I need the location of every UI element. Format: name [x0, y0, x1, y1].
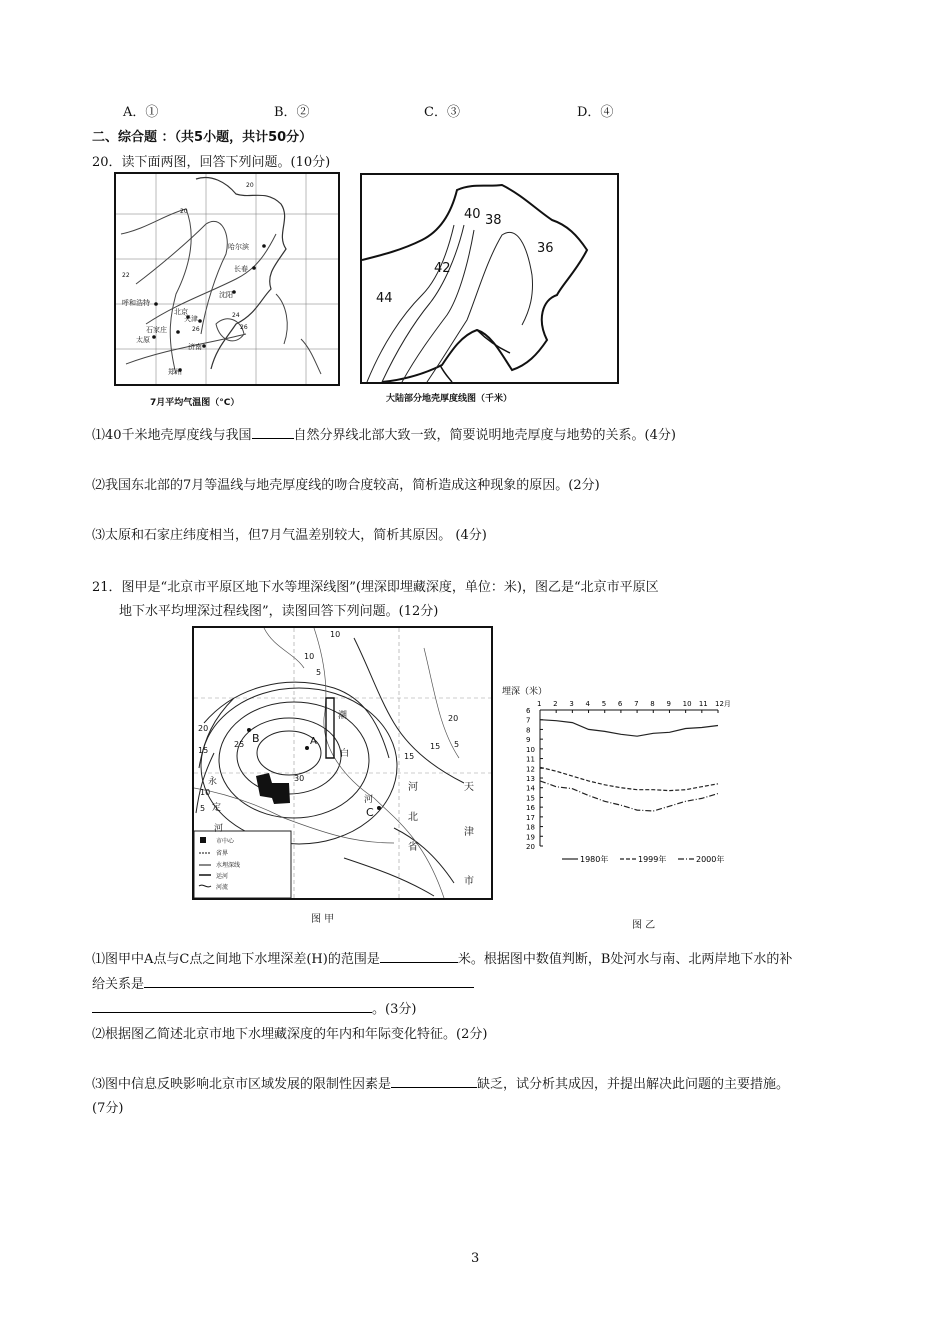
q21-part1-line3: 。(3分) — [92, 998, 416, 1017]
depth-label: 5 — [454, 740, 460, 749]
option-a: A．① — [123, 105, 159, 120]
city-hohhot: 呼和浩特 — [122, 299, 150, 307]
y-tick-label: 20 — [526, 843, 535, 851]
x-tick-label: 4 — [585, 700, 591, 708]
chart-axes — [502, 685, 731, 851]
city-jinan: 济南 — [188, 343, 202, 351]
q21-part1-line2: 给关系是 — [92, 973, 474, 992]
page-number: 3 — [471, 1251, 480, 1266]
x-tick-label: 10 — [682, 700, 692, 708]
q20-stem: 20．读下面两图，回答下列问题。(10分) — [92, 155, 331, 170]
answer-blank[interactable] — [92, 1000, 372, 1013]
place-label: 潮 — [338, 711, 348, 721]
isotherm-label: 24 — [232, 312, 240, 319]
place-label: 市 — [464, 876, 474, 887]
fig-b-caption: 图 乙 — [632, 920, 656, 931]
isotherm-label: 20 — [180, 208, 188, 215]
q21-part1-line1: ⑴图甲中A点与C点之间地下水埋深差(H)的范围是 米。根据图中数值判断，B处河水与南、北两岸地下水的补 — [92, 952, 793, 967]
groundwater-depth-map — [192, 626, 493, 900]
answer-blank[interactable] — [144, 975, 474, 988]
isotherm-label: 20 — [246, 182, 254, 189]
depth-label: 5 — [200, 804, 206, 813]
city-taiyuan: 太原 — [136, 336, 150, 344]
chart-legend — [562, 854, 724, 864]
point-c-label: C — [366, 806, 374, 819]
crust-label-40: 40 — [464, 207, 481, 222]
y-tick-label: 12 — [526, 765, 535, 774]
q20-part1: ⑴40千米地壳厚度线与我国 自然分界线北部大致一致，简要说明地壳厚度与地势的关系。(4分) — [92, 428, 676, 443]
series-line-1999年 — [540, 767, 718, 790]
q20-part2: ⑵我国东北部的7月等温线与地壳厚度线的吻合度较高，简析造成这种现象的原因。(2分) — [92, 478, 600, 493]
x-tick-label: 5 — [601, 700, 607, 708]
y-tick-label: 18 — [526, 823, 535, 832]
depth-label: 10 — [200, 788, 211, 797]
y-axis-title: 埋深（米） — [502, 687, 548, 697]
depth-line-chart — [500, 680, 740, 870]
chart-lines — [540, 720, 718, 811]
depth-label: 10 — [304, 652, 315, 661]
y-tick-label: 16 — [526, 804, 535, 813]
city-beijing: 北京 — [174, 308, 188, 316]
place-label: 永 — [208, 777, 218, 787]
place-label: 天 — [464, 782, 474, 793]
depth-label: 5 — [316, 668, 322, 677]
x-tick-label: 11 — [698, 700, 708, 708]
place-label: 河 — [364, 795, 374, 805]
crust-label-44: 44 — [376, 291, 393, 306]
place-label: 北 — [408, 812, 418, 823]
depth-label: 25 — [234, 740, 245, 749]
y-tick-label: 7 — [526, 716, 531, 725]
x-tick-label: 7 — [634, 700, 639, 708]
y-tick-label: 17 — [526, 813, 535, 822]
place-label: 津 — [464, 827, 474, 838]
q21-stem-line2: 地下水平均埋深过程线图”，读图回答下列问题。(12分) — [119, 604, 439, 619]
city-tianjin: 天津 — [184, 315, 198, 323]
section-title: 二、综合题 ：（共5小题，共计50分） — [92, 130, 313, 145]
y-tick-label: 10 — [526, 745, 535, 754]
legend-city-center: 市中心 — [216, 838, 235, 845]
y-tick-label: 9 — [526, 736, 531, 745]
y-tick-label: 8 — [526, 726, 531, 735]
city-shenyang: 沈阳 — [219, 291, 233, 299]
y-tick-label: 14 — [526, 784, 535, 793]
legend-label: 1999年 — [638, 855, 667, 864]
series-line-2000年 — [540, 781, 718, 811]
crust-label-42: 42 — [434, 261, 451, 276]
q21-part3-line2: (7分) — [92, 1101, 124, 1116]
map1-caption: 7月平均气温图（°C） — [150, 398, 240, 408]
depth-label: 15 — [430, 742, 441, 751]
x-tick-label: 6 — [617, 700, 623, 708]
x-tick-label: 2 — [553, 700, 558, 708]
city-harbin: 哈尔滨 — [228, 243, 249, 251]
crust-label-36: 36 — [537, 241, 554, 256]
place-label: 白 — [340, 749, 350, 759]
legend-province-border: 省界 — [216, 850, 229, 857]
map2-caption: 大陆部分地壳厚度线图（千米） — [386, 394, 513, 404]
crust-thickness-map — [360, 173, 619, 384]
x-tick-label: 3 — [569, 700, 574, 708]
place-label: 定 — [212, 803, 222, 813]
y-tick-label: 19 — [526, 833, 535, 842]
isotherm-label: 22 — [122, 272, 130, 279]
fig-a-caption: 图 甲 — [311, 914, 335, 925]
x-tick-label: 1 — [537, 700, 542, 708]
option-b: B．② — [274, 105, 310, 120]
place-label: 河 — [408, 782, 418, 793]
x-tick-label: 8 — [650, 700, 655, 708]
y-tick-label: 11 — [526, 755, 535, 764]
legend-label: 2000年 — [696, 855, 725, 864]
q21-part2: ⑵根据图乙简述北京市地下水埋藏深度的年内和年际变化特征。(2分) — [92, 1027, 488, 1042]
option-c: C．③ — [424, 105, 460, 120]
place-label: 河 — [214, 824, 224, 834]
q20-part3: ⑶太原和石家庄纬度相当，但7月气温差别较大，简析其原因。 (4分) — [92, 528, 487, 543]
y-tick-label: 13 — [526, 775, 535, 783]
answer-blank[interactable] — [252, 426, 294, 439]
depth-label: 15 — [404, 752, 415, 761]
y-tick-label: 15 — [526, 794, 535, 803]
q21-stem-line1: 21．图甲是“北京市平原区地下水等埋深线图”(埋深即埋藏深度，单位：米)，图乙是“北京市平原区 — [92, 580, 659, 595]
series-line-1980年 — [540, 720, 718, 737]
depth-label: 20 — [448, 714, 459, 723]
legend-label: 1980年 — [580, 855, 609, 864]
isotherm-label: 26 — [240, 324, 248, 331]
legend-river: 河流 — [216, 884, 229, 891]
isotherm-label: 26 — [192, 326, 200, 333]
depth-label: 30 — [294, 774, 305, 783]
legend-canal: 运河 — [216, 873, 229, 880]
answer-blank[interactable] — [391, 1075, 477, 1088]
city-shijiazhuang: 石家庄 — [146, 326, 167, 334]
legend-depth-line: 水埋深线 — [216, 862, 241, 869]
answer-blank[interactable] — [380, 950, 458, 963]
point-a-label: A — [310, 736, 317, 747]
city-zhengzhou: 郑州 — [168, 368, 182, 376]
depth-label: 10 — [330, 630, 341, 639]
q21-part3-line1: ⑶图中信息反映影响北京市区域发展的限制性因素是 缺乏，试分析其成因，并提出解决此问题的主要措施。 — [92, 1077, 790, 1092]
point-b-label: B — [252, 732, 260, 745]
place-label: 省 — [408, 842, 418, 853]
crust-label-38: 38 — [485, 213, 502, 228]
city-changchun: 长春 — [234, 265, 248, 273]
option-d: D．④ — [577, 105, 614, 120]
y-tick-label: 6 — [526, 707, 531, 715]
depth-label: 15 — [198, 746, 209, 755]
x-tick-label: 12月 — [715, 700, 731, 708]
july-temperature-map — [114, 172, 340, 386]
depth-label: 20 — [198, 724, 209, 733]
x-tick-label: 9 — [666, 700, 671, 708]
